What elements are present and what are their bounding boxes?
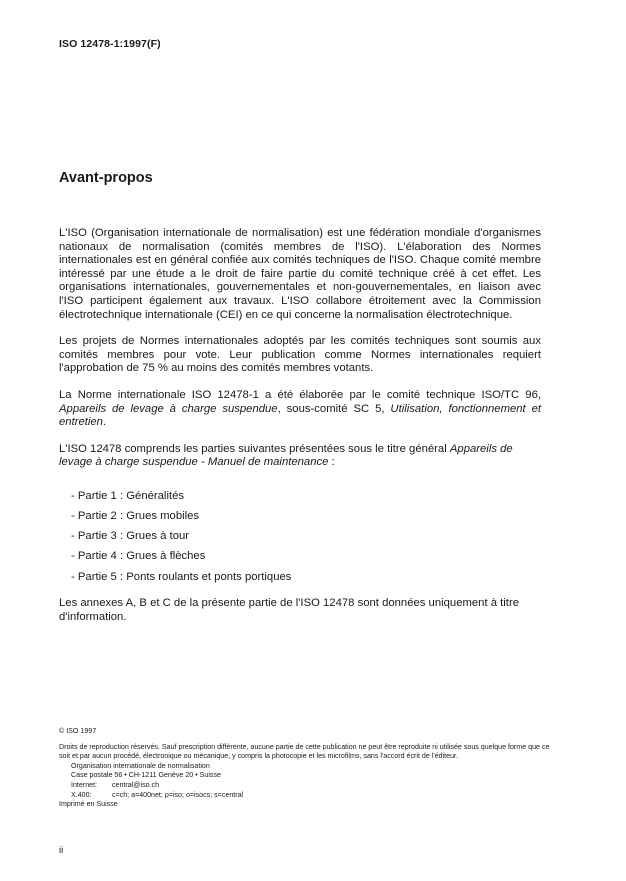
list-item: - Partie 3 : Grues à tour xyxy=(71,530,190,543)
publisher-address xyxy=(71,762,559,800)
copyright-footer xyxy=(59,727,559,810)
printed-in: Imprimé en Suisse xyxy=(59,800,118,809)
x400-row: X.400: c=ch; a=400net; p=iso; o=isocs; s=central xyxy=(71,790,244,799)
document-body xyxy=(59,227,541,637)
paragraph-parts-intro: L'ISO 12478 comprends les parties suivantes présentées sous le titre général Appareils de levage à charge suspendue - Manuel de maintenance : xyxy=(59,442,513,469)
paragraph-annexes: Les annexes A, B et C de la présente partie de l'ISO 12478 sont données uniquement à titre d'information. xyxy=(59,597,519,623)
paragraph-iso-intro: L'ISO (Organisation internationale de normalisation) est une fédération mondiale d'organismes nationaux de normalisation (comités membres de l'ISO). L'élaboration des Normes internationales est en général confiée aux comités techniques de l'ISO. Chaque comité membre intéressé par une étude a le droit de faire partie du comité technique créé à cet effet. Les organisations internationales, gouvernementales et non-gouvernementales, en liaison avec l'ISO participent également aux travaux. L'ISO collabore étroitement avec la Commission électrotechnique internationale (CEI) en ce qui concerne la normalisation électrotechnique. xyxy=(59,227,541,321)
parts-list xyxy=(71,490,541,584)
copyright-line: © ISO 1997 xyxy=(59,727,97,735)
rights-notice: Droits de reproduction réservés. Sauf prescription différente, aucune partie de cette publication ne peut être reproduite ni utilisée sous quelque forme que ce soit et par aucun procédé, électronique ou mécanique, y compris la photocopie et les microfilms, sans l'accord écrit de l'éditeur. xyxy=(59,742,550,761)
list-item: - Partie 2 : Grues mobiles xyxy=(71,510,200,523)
postal-address: Case postale 56 • CH-1211 Genève 20 • Suisse xyxy=(71,771,221,780)
list-item: - Partie 4 : Grues à flèches xyxy=(71,550,206,563)
org-name: Organisation internationale de normalisation xyxy=(71,761,210,770)
page-number: ii xyxy=(59,845,64,856)
paragraph-committee: La Norme internationale ISO 12478-1 a été élaborée par le comité technique ISO/TC 96, Appareils de levage à charge suspendue, sous-comité SC 5, Utilisation, fonctionnement et entretien. xyxy=(59,388,542,429)
internet-row: Internet: central@iso.ch xyxy=(71,780,160,789)
list-item: - Partie 5 : Ponts roulants et ponts portiques xyxy=(71,570,292,583)
document-id: ISO 12478-1:1997(F) xyxy=(59,38,161,50)
paragraph-voting: Les projets de Normes internationales adoptés par les comités techniques sont soumis aux comités membres pour vote. Leur publication comme Normes internationales requiert l'approbation de 75 % au moins des comités membres votants. xyxy=(59,335,541,375)
page-title: Avant-propos xyxy=(59,170,153,186)
list-item: - Partie 1 : Généralités xyxy=(71,489,185,502)
